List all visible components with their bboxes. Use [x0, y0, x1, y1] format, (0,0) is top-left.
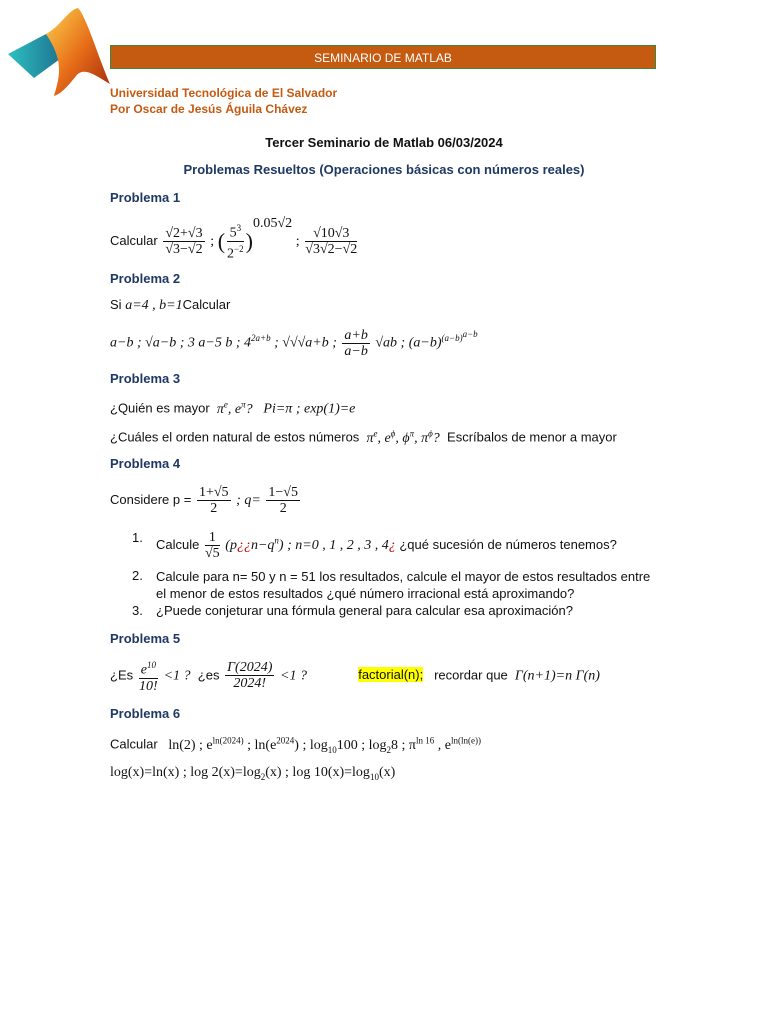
author-name: Por Oscar de Jesús Águila Chávez — [110, 102, 308, 116]
math-fraction: $\frac{1-√5}{2}$ — [268, 485, 298, 516]
highlight-note: factorial(n); — [358, 667, 424, 683]
problem-3-question-2: ¿Cuáles el orden natural de estos números $\pi^e$, $e^\phi$, $\phi^\pi$, $\pi^\phi$? Escríbalos de menor a mayor — [110, 428, 617, 446]
banner: SEMINARIO DE MATLAB — [110, 45, 656, 69]
problem-2-heading: Problema 2 — [110, 271, 181, 286]
matlab-logo-icon — [6, 6, 112, 98]
problem-6-expression-1: Calcular ln(2) ; $e^{ln(2024)}$ ; $\ln(e^{2024})$ ; $\log_{10}100$ ; $\log_28$ ; $\pi^{ln 16}$ , $e^{ln(ln(e))}$ — [110, 735, 481, 755]
problem-4-definition: Considere p = $\frac{1+√5}{2}$ ; q= $\frac{1-√5}{2}$ — [110, 485, 298, 516]
page-subtitle: Problemas Resueltos (Operaciones básicas con números reales) — [183, 162, 585, 177]
math-fraction: $\frac{1}{√5}$ — [204, 530, 220, 561]
math-fraction: $\frac{√2+√3}{√3-√2}$ — [165, 226, 203, 258]
problem-2-expression: a−b ; √a−b ; 3 a−5 b ; $4^{2a+b}$ ; √√√a+b ; $\frac{a+b}{a-b}$ √ab ; $(a-b)^{(a-b)^{a-b}}$ — [110, 328, 478, 359]
math-fraction: $\frac{5^3}{2^{-2}}$ — [227, 223, 244, 262]
math-fraction: $\frac{\Gamma(2024)}{2024!}$ — [227, 660, 273, 692]
problem-4-heading: Problema 4 — [110, 456, 181, 471]
problem-4-list: 1. Calcule $\frac{1}{√5}$ $(p¿¿n-q^n)$ ; n=0 , 1 , 2 , 3 , 4¿ ¿qué sucesión de números tenemos? 2. Calcule para n= 50 y n = 51 los resultados, calcule el mayor de estos resultados entre el menor de estos resultados ¿qué número irracional está aproximando? 3. ¿Puede conjeturar una fórmula general para calcular esa aproximación? — [132, 530, 651, 618]
problem-1-label: Calcular — [110, 233, 158, 248]
math-fraction: $\frac{√10√3}{√3√2-√2}$ — [305, 226, 358, 258]
problem-3-question-1: ¿Quién es mayor $\pi^e$, $e^\pi$? Pi=π ; exp(1)=e — [110, 399, 356, 417]
math-fraction: $\frac{a+b}{a-b}$ — [344, 328, 368, 359]
problem-5-heading: Problema 5 — [110, 631, 181, 646]
problem-3-heading: Problema 3 — [110, 371, 181, 386]
math-fraction: $\frac{e^{10}}{10!}$ — [139, 660, 158, 694]
math-fraction: $\frac{1+√5}{2}$ — [198, 485, 229, 516]
problem-1-heading: Problema 1 — [110, 190, 181, 205]
problem-6-heading: Problema 6 — [110, 706, 181, 721]
page-title: Tercer Seminario de Matlab 06/03/2024 — [265, 135, 503, 150]
problem-6-expression-2: log(x)=ln(x) ; $\log 2(x)=\log_2(x)$ ; $\log 10(x)=\log_{10}(x)$ — [110, 765, 396, 782]
university-name: Universidad Tecnológica de El Salvador — [110, 86, 338, 100]
problem-2-condition: Si a=4 , b=1Calcular — [110, 297, 231, 313]
problem-1-expression: Calcular $\frac{√2+√3}{√3-√2}$ ; ( $\frac{5^3}{2^{-2}}$ )$^{0.05√2}$ ; $\frac{√10√3}{√3√2-√2}$ — [110, 216, 358, 262]
problem-5-expression: ¿Es $\frac{e^{10}}{10!}$ <1 ? ¿es $\frac{\Gamma(2024)}{2024!}$ <1 ? factorial(n); recordar que Γ(n+1)=n Γ(n) — [110, 660, 600, 694]
